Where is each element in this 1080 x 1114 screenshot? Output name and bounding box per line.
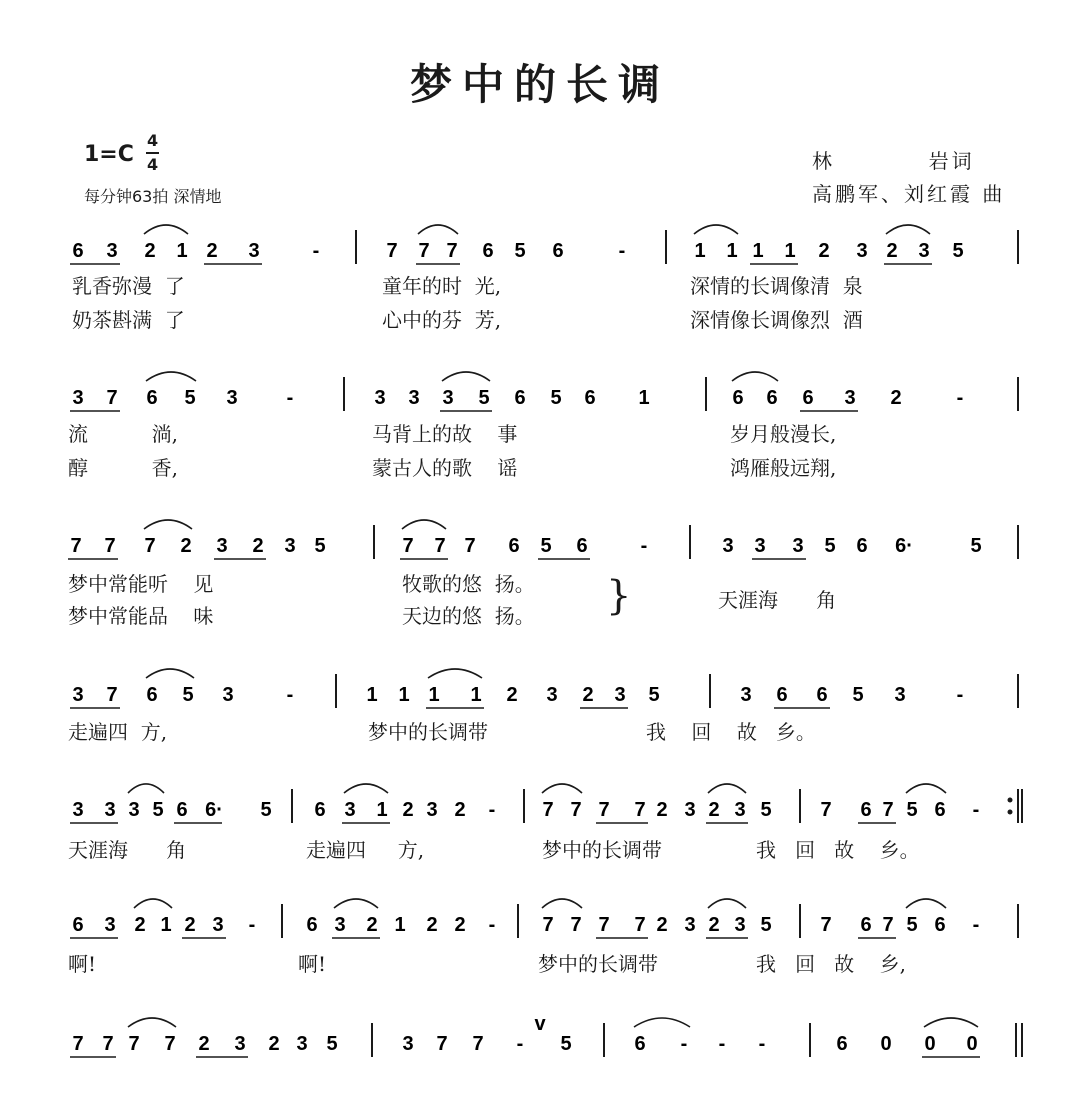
slur: [334, 899, 378, 908]
note-dash: -: [640, 535, 648, 557]
lyric-line: 深情的长调像清 泉: [690, 274, 863, 298]
slur: [542, 899, 582, 908]
note-3: 3: [792, 535, 804, 557]
note-7: 7: [436, 1033, 448, 1055]
lyric-line: 醇 香,: [68, 456, 178, 480]
note-7: 7: [820, 799, 832, 821]
note-1: 1: [376, 799, 388, 821]
note-6: 6: [816, 684, 828, 706]
note-0: 0: [880, 1033, 892, 1055]
lyric-line: 马背上的故 事: [372, 422, 518, 446]
note-6: 6: [934, 799, 946, 821]
note-1: 1: [366, 684, 378, 706]
note-3: 3: [72, 387, 84, 409]
note-dash: -: [972, 914, 980, 936]
note-6: 6: [306, 914, 318, 936]
note-0: 0: [966, 1033, 978, 1055]
note-7: 7: [402, 535, 414, 557]
note-dash: -: [286, 684, 294, 706]
note-dash: -: [956, 387, 964, 409]
note-6: 6: [514, 387, 526, 409]
lyric-line: 蒙古人的歌 谣: [372, 456, 518, 480]
lyricist-credit: 林 岩词: [812, 149, 975, 173]
note-5: 5: [184, 387, 196, 409]
note-6: 6: [72, 240, 84, 262]
note-2: 2: [198, 1033, 210, 1055]
note-7: 7: [472, 1033, 484, 1055]
lyric-line: 我 回 故 乡。: [756, 838, 920, 862]
lyric-line: 岁月般漫长,: [730, 422, 837, 446]
note-6: 6: [860, 914, 872, 936]
note-3: 3: [284, 535, 296, 557]
note-2: 2: [708, 799, 720, 821]
note-dash: -: [286, 387, 294, 409]
slur: [542, 784, 582, 793]
note-7: 7: [570, 799, 582, 821]
note-6: 6: [634, 1033, 646, 1055]
note-3: 3: [212, 914, 224, 936]
lyric-line: 啊!: [68, 952, 97, 976]
note-3: 3: [918, 240, 930, 262]
note-3: 3: [546, 684, 558, 706]
note-1: 1: [160, 914, 172, 936]
lyric-line: 奶茶斟满 了: [72, 308, 185, 332]
note-3: 3: [104, 914, 116, 936]
note-dash: -: [680, 1033, 688, 1055]
slur: [732, 372, 778, 381]
note-3: 3: [226, 387, 238, 409]
note-6: 6: [552, 240, 564, 262]
note-1: 1: [394, 914, 406, 936]
note-2: 2: [818, 240, 830, 262]
note-6: 6: [934, 914, 946, 936]
note-3: 3: [754, 535, 766, 557]
slur: [886, 225, 930, 234]
slur: [144, 225, 188, 234]
lyric-line: 走遍四 方,: [68, 720, 168, 744]
note-5: 5: [540, 535, 552, 557]
note-3: 3: [72, 684, 84, 706]
note-3: 3: [614, 684, 626, 706]
note-2: 2: [268, 1033, 280, 1055]
note-3: 3: [216, 535, 228, 557]
note-1: 1: [638, 387, 650, 409]
note-5: 5: [314, 535, 326, 557]
slur: [146, 372, 196, 381]
note-6·: 6·: [205, 799, 223, 821]
slur: [418, 225, 458, 234]
note-5: 5: [906, 799, 918, 821]
note-6: 6: [176, 799, 188, 821]
note-group: [68, 225, 1022, 1057]
note-3: 3: [248, 240, 260, 262]
slur: [442, 372, 490, 381]
note-3: 3: [734, 914, 746, 936]
note-7: 7: [446, 240, 458, 262]
slur: [634, 1018, 690, 1027]
lyric-line: 梦中的长调带: [538, 952, 658, 976]
note-5: 5: [970, 535, 982, 557]
lyric-line: 梦中的长调带: [542, 838, 662, 862]
note-dash: -: [758, 1033, 766, 1055]
slur: [128, 1018, 176, 1027]
note-5: 5: [906, 914, 918, 936]
note-7: 7: [72, 1033, 84, 1055]
note-dash: -: [312, 240, 320, 262]
note-dash: -: [516, 1033, 524, 1055]
lyric-line: 流 淌,: [68, 422, 178, 446]
note-7: 7: [104, 535, 116, 557]
lyric-line: 天边的悠 扬。: [402, 604, 535, 628]
note-1: 1: [752, 240, 764, 262]
note-3: 3: [72, 799, 84, 821]
note-2: 2: [426, 914, 438, 936]
tempo-marking: 每分钟63拍 深情地: [84, 187, 222, 206]
note-2: 2: [454, 914, 466, 936]
lyric-line: 我 回 故 乡。: [646, 720, 816, 744]
lyric-line: 梦中常能品 味: [68, 604, 214, 628]
slur: [708, 784, 746, 793]
note-dash: -: [488, 799, 496, 821]
note-6: 6: [146, 684, 158, 706]
note-7: 7: [386, 240, 398, 262]
lyric-line: 梦中常能听 见: [68, 572, 214, 596]
note-6: 6: [776, 684, 788, 706]
lyric-line: 深情像长调像烈 酒: [690, 308, 863, 332]
note-3: 3: [442, 387, 454, 409]
note-7: 7: [882, 914, 894, 936]
note-5: 5: [952, 240, 964, 262]
lyric-line: 梦中的长调带: [368, 720, 488, 744]
note-3: 3: [128, 799, 140, 821]
note-7: 7: [634, 799, 646, 821]
note-7: 7: [70, 535, 82, 557]
note-3: 3: [106, 240, 118, 262]
composer-credit: 高鹏军、刘红霞 曲: [812, 182, 1006, 206]
lyric-line: 鸿雁般远翔,: [730, 456, 837, 480]
note-2: 2: [708, 914, 720, 936]
note-7: 7: [106, 387, 118, 409]
repeat-dot: [1008, 810, 1013, 815]
note-3: 3: [844, 387, 856, 409]
note-6: 6: [482, 240, 494, 262]
lyric-line: 心中的芬 芳,: [382, 308, 502, 332]
note-7: 7: [634, 914, 646, 936]
note-2: 2: [252, 535, 264, 557]
note-2: 2: [454, 799, 466, 821]
lyric-line: 牧歌的悠 扬。: [402, 572, 535, 596]
note-3: 3: [856, 240, 868, 262]
lyric-line: 啊!: [298, 952, 327, 976]
note-2: 2: [134, 914, 146, 936]
note-7: 7: [128, 1033, 140, 1055]
note-6: 6: [584, 387, 596, 409]
slur: [134, 899, 172, 908]
note-3: 3: [740, 684, 752, 706]
note-5: 5: [550, 387, 562, 409]
note-2: 2: [656, 914, 668, 936]
note-dash: -: [972, 799, 980, 821]
slur: [906, 899, 946, 908]
slur: [146, 669, 194, 678]
note-3: 3: [344, 799, 356, 821]
note-2: 2: [656, 799, 668, 821]
note-7: 7: [102, 1033, 114, 1055]
slur: [708, 899, 746, 908]
note-dash: -: [956, 684, 964, 706]
note-6: 6: [856, 535, 868, 557]
note-3: 3: [894, 684, 906, 706]
note-3: 3: [734, 799, 746, 821]
note-1: 1: [470, 684, 482, 706]
slur: [344, 784, 388, 793]
note-1: 1: [726, 240, 738, 262]
note-5: 5: [514, 240, 526, 262]
slur: [144, 520, 192, 529]
note-6: 6: [836, 1033, 848, 1055]
note-7: 7: [542, 799, 554, 821]
note-5: 5: [648, 684, 660, 706]
note-1: 1: [784, 240, 796, 262]
note-7: 7: [106, 684, 118, 706]
note-5: 5: [478, 387, 490, 409]
song-title: 梦中的长调: [409, 60, 670, 109]
lyric-line: 天涯海 角: [718, 588, 837, 612]
note-5: 5: [326, 1033, 338, 1055]
note-3: 3: [222, 684, 234, 706]
note-6: 6: [860, 799, 872, 821]
note-1: 1: [176, 240, 188, 262]
note-7: 7: [820, 914, 832, 936]
note-dash: -: [488, 914, 496, 936]
note-5: 5: [260, 799, 272, 821]
note-dash: -: [248, 914, 256, 936]
note-1: 1: [398, 684, 410, 706]
note-7: 7: [598, 799, 610, 821]
note-5: 5: [182, 684, 194, 706]
note-6: 6: [802, 387, 814, 409]
note-7: 7: [598, 914, 610, 936]
repeat-dot: [1008, 798, 1013, 803]
note-5: 5: [560, 1033, 572, 1055]
note-3: 3: [722, 535, 734, 557]
note-3: 3: [334, 914, 346, 936]
slur: [906, 784, 946, 793]
note-5: 5: [760, 799, 772, 821]
note-1: 1: [694, 240, 706, 262]
note-3: 3: [374, 387, 386, 409]
note-2: 2: [206, 240, 218, 262]
note-7: 7: [464, 535, 476, 557]
note-2: 2: [366, 914, 378, 936]
note-6: 6: [732, 387, 744, 409]
note-7: 7: [882, 799, 894, 821]
slur: [694, 225, 738, 234]
slur: [428, 669, 482, 678]
note-3: 3: [104, 799, 116, 821]
note-dash: -: [718, 1033, 726, 1055]
note-0: 0: [924, 1033, 936, 1055]
note-7: 7: [164, 1033, 176, 1055]
note-5: 5: [152, 799, 164, 821]
note-5: 5: [852, 684, 864, 706]
note-3: 3: [296, 1033, 308, 1055]
note-2: 2: [582, 684, 594, 706]
note-2: 2: [180, 535, 192, 557]
time-sig-top: 4: [146, 130, 159, 154]
time-sig-bottom: 4: [147, 155, 159, 174]
slur: [128, 784, 164, 793]
note-1: 1: [428, 684, 440, 706]
note-7: 7: [418, 240, 430, 262]
note-3: 3: [408, 387, 420, 409]
lyric-line: 走遍四 方,: [306, 838, 425, 862]
note-2: 2: [886, 240, 898, 262]
note-7: 7: [570, 914, 582, 936]
lyric-line: 童年的时 光,: [382, 274, 502, 298]
key-signature: 1=C: [84, 142, 134, 167]
note-6: 6: [72, 914, 84, 936]
note-7: 7: [144, 535, 156, 557]
note-3: 3: [402, 1033, 414, 1055]
note-2: 2: [506, 684, 518, 706]
lyric-line: 天涯海 角: [68, 838, 187, 862]
note-2: 2: [184, 914, 196, 936]
breath-mark: v: [534, 1013, 546, 1035]
note-7: 7: [542, 914, 554, 936]
slur: [402, 520, 446, 529]
lyric-line: 我 回 故 乡,: [756, 952, 906, 976]
note-2: 2: [144, 240, 156, 262]
note-5: 5: [760, 914, 772, 936]
note-2: 2: [890, 387, 902, 409]
note-6: 6: [146, 387, 158, 409]
note-6: 6: [508, 535, 520, 557]
note-dash: -: [618, 240, 626, 262]
note-3: 3: [234, 1033, 246, 1055]
note-6: 6: [576, 535, 588, 557]
note-2: 2: [402, 799, 414, 821]
note-5: 5: [824, 535, 836, 557]
note-6: 6: [314, 799, 326, 821]
note-3: 3: [684, 914, 696, 936]
note-3: 3: [426, 799, 438, 821]
note-3: 3: [684, 799, 696, 821]
note-6·: 6·: [895, 535, 913, 557]
lyric-line: 乳香弥漫 了: [72, 274, 185, 298]
note-6: 6: [766, 387, 778, 409]
verse-brace: }: [606, 573, 632, 619]
slur: [924, 1018, 978, 1027]
note-7: 7: [434, 535, 446, 557]
